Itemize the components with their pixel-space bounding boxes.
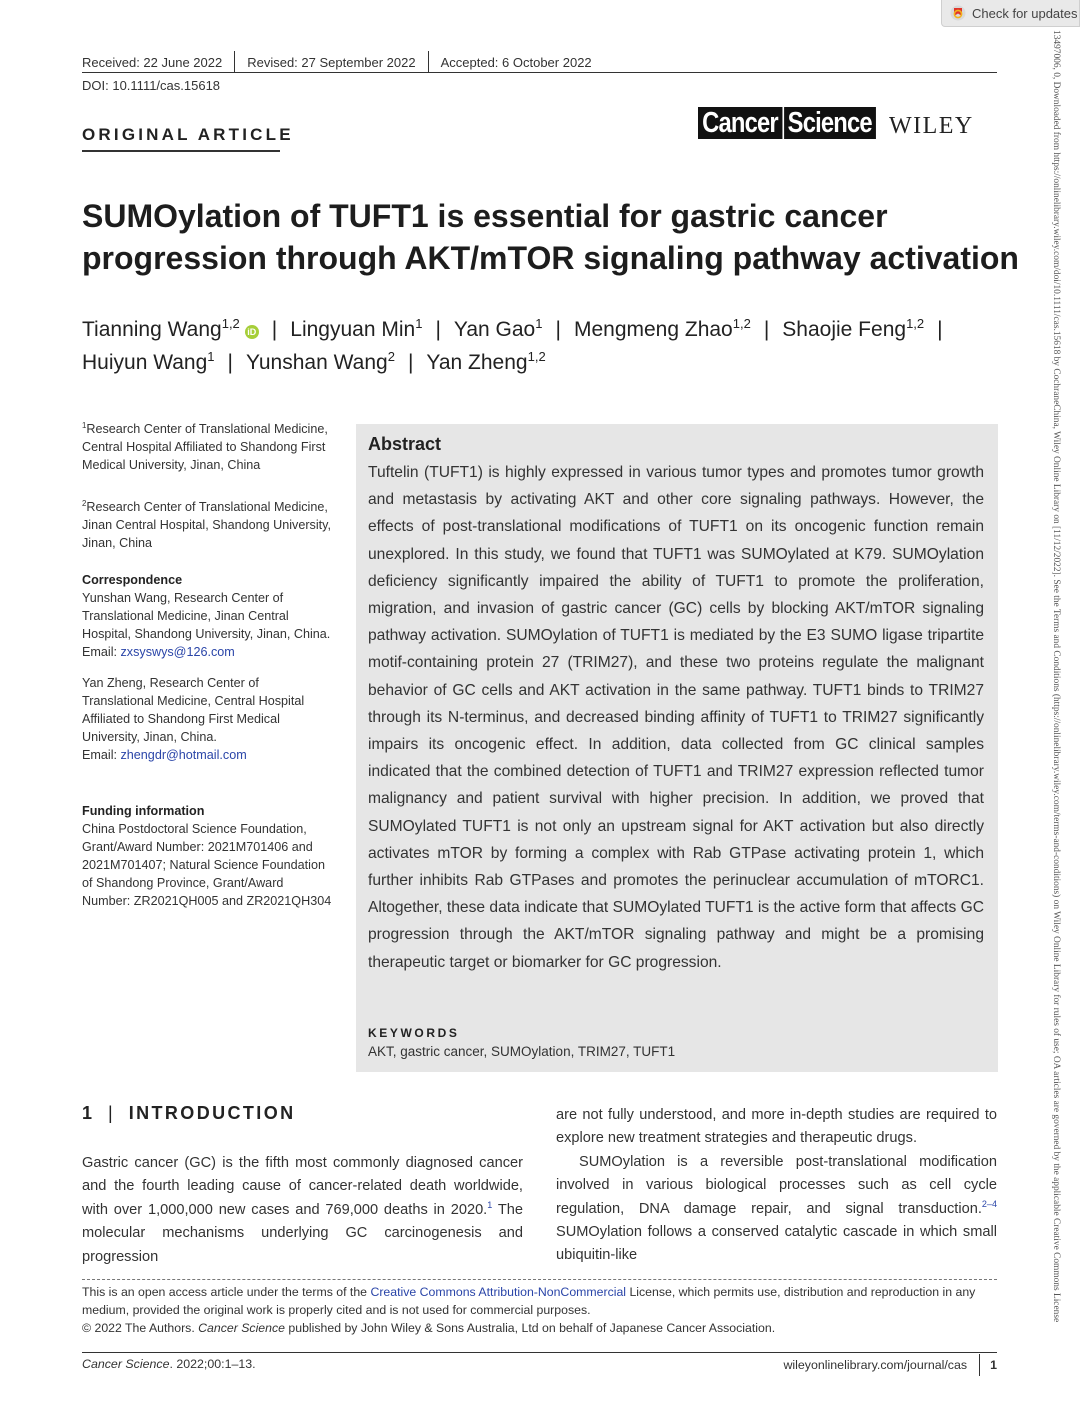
abstract-text: Tuftelin (TUFT1) is highly expressed in various tumor types and promotes tumor growth and metastasis by activating AKT and other core signaling pathways. However, the effects of post-translational modifications of TUFT1 on its oncogenic function remain unexplored. In this study, we found that TUFT1 was SUMOylated at K79. SUMOylation deficiency significantly impaired the ability of TUFT1 to promote the proliferation, migration, and invasion of gastric cancer (GC) cells by blocking AKT/mTOR signaling pathway activation. SUMOylation of TUFT1 is mediated by the E3 SUMO ligase tripartite motif-containing protein 27 (TRIM27), and these two proteins regulate the malignant behavior of GC cells and AKT activation in the same pathway. TUFT1 binds to TRIM27 through its N-terminus, and decreased binding affinity of TUFT1 to TRIM27 significantly impairs its oncogenic effect. In addition, data collected from GC clinical samples indicated that the combined detection of TUFT1 and TRIM27 expression reflected tumor malignancy and patient survival with higher precision. In addition, we proved that SUMOylated TUFT1 is not only an upstream signal for AKT activation but also directly activates mTOR by forming a complex with Rab GTPase activating protein 1, which further inhibits Rab GTPases and promotes the perinuclear accumulation of mTORC1. Altogether, these data indicate that SUMOylated TUFT1 is the active form that affects GC progression through the AKT/mTOR signaling pathway and might be a promising therapeutic target or biomarker for GC progression.	[368, 464, 984, 971]
affiliation-2: $^2$Research Center of Translational Medicine, Jinan Central Hospital, Shandong University, Jinan, China	[82, 498, 331, 550]
correspondence-2: Yan Zheng, Research Center of Translational Medicine, Central Hospital Affiliated to Shandong First Medical University, Jinan, China.	[82, 676, 305, 744]
page-number: 1	[990, 1358, 997, 1372]
wiley-logo: WILEY	[888, 113, 974, 139]
funding-heading: Funding information	[82, 804, 205, 818]
article-type: ORIGINAL ARTICLE	[82, 125, 294, 144]
paragraph: SUMOylation is a reversible post-translational modification involved in various biological processes such as cell cycle regulation, DNA damage repair, and signal transduction.$^{2-4}$ SUMOylation follows a conserved catalytic cascade in which small ubiquitin-like	[556, 1153, 997, 1264]
date-separator	[428, 51, 429, 73]
title-line-1: SUMOylation of TUFT1 is essential for gastric cancer	[82, 198, 888, 234]
keywords-heading: KEYWORDS	[368, 1026, 460, 1040]
footer-separator	[979, 1354, 980, 1376]
introduction-column-1	[82, 1152, 523, 1269]
open-access-notice: This is an open access article under the terms of the Creative Commons Attribution-NonCommercial License, which permits use, distribution and reproduction in any medium, provided the original work is properly cited and is not used for commercial purposes. © 2022 The Authors. Cancer Science published by John Wiley & Sons Australia, Ltd on behalf of Japanese Cancer Association.	[82, 1285, 976, 1335]
introduction-heading: 1 | INTRODUCTION	[82, 1103, 296, 1123]
date-separator	[234, 51, 235, 73]
reference-link[interactable]: 1	[487, 1199, 493, 1210]
author-name[interactable]: Mengmeng Zhao$^{1,2}$	[573, 316, 751, 341]
article-title	[82, 195, 1022, 279]
email-link[interactable]: zxsyswys@126.com	[120, 645, 235, 659]
received-date: Received: 22 June 2022	[82, 54, 223, 70]
footer-right	[700, 1353, 997, 1377]
download-notice: 13497006, 0, Downloaded from https://onlinelibrary.wiley.com/doi/10.1111/cas.15618 by CochraneChina, Wiley Online Library on [11/12/2022]. See the Terms and Conditions (https://onlinelibrary.wiley.com/terms-and-conditions) on Wiley Online Library for rules of use; OA articles are governed by the applicable Creative Commons License	[1051, 30, 1061, 1323]
check-for-updates-button[interactable]	[941, 0, 1080, 27]
abstract-heading: Abstract	[368, 434, 442, 454]
article-type-underline	[82, 150, 280, 152]
journal-logos	[698, 105, 974, 140]
author-name[interactable]: Yan Gao$^1$	[453, 316, 543, 341]
introduction-column-2	[556, 1104, 997, 1268]
doi[interactable]: DOI: 10.1111/cas.15618	[82, 78, 221, 93]
journal-url[interactable]: wileyonlinelibrary.com/journal/cas	[783, 1358, 968, 1372]
reference-link[interactable]: 2–4	[981, 1198, 997, 1209]
correspondence-heading: Correspondence	[82, 573, 183, 587]
header-rule	[82, 72, 997, 73]
footer-citation: Cancer Science. 2022;00:1–13.	[82, 1357, 256, 1371]
paragraph: are not fully understood, and more in-depth studies are required to explore new treatment strategies and therapeutic drugs.	[556, 1107, 997, 1147]
affiliation-1: $^1$Research Center of Translational Medicine, Central Hospital Affiliated to Shandong First Medical University, Jinan, China	[82, 420, 328, 472]
orcid-icon[interactable]: iD	[245, 325, 259, 339]
paragraph: Gastric cancer (GC) is the fifth most commonly diagnosed cancer and the fourth leading cause of cancer-related death worldwide, with over 1,000,000 new cases and 769,000 deaths in 2020.$^1$ The molecular mechanisms underlying GC carcinogenesis and progression	[82, 1155, 523, 1265]
author-name[interactable]: Tianning Wang$^{1,2}$iD	[82, 318, 259, 341]
license-link[interactable]: Creative Commons Attribution-NonCommercial	[370, 1285, 627, 1299]
revised-date: Revised: 27 September 2022	[247, 54, 416, 70]
cancer-science-logo: Cancer Science	[698, 107, 876, 139]
author-name[interactable]: Lingyuan Min$^1$	[290, 316, 423, 341]
check-for-updates-label: Check for updates	[972, 5, 1078, 21]
email-link[interactable]: zhengdr@hotmail.com	[120, 748, 247, 762]
author-list: Tianning Wang$^{1,2}$iD | Lingyuan Min$^1$ | Yan Gao$^1$ | Mengmeng Zhao$^{1,2}$ | Shaojie Feng$^{1,2}$ | Huiyun Wang$^1$ | Yunshan Wang$^2$ | Yan Zheng$^{1,2}$	[82, 316, 943, 374]
open-access-rule	[82, 1279, 997, 1280]
keywords-text: AKT, gastric cancer, SUMOylation, TRIM27, TUFT1	[368, 1044, 676, 1059]
crossmark-icon	[950, 5, 966, 21]
title-line-2: progression through AKT/mTOR signaling pathway activation	[82, 240, 1019, 276]
correspondence-section: Correspondence Yunshan Wang, Research Center of Translational Medicine, Jinan Central Hospital, Shandong University, Jinan, China. Email: zxsyswys@126.com Yan Zheng, Research Center of Translational Medicine, Central Hospital Affiliated to Shandong First Medical University, Jinan, China. Email: zhengdr@hotmail.com	[82, 573, 331, 762]
author-name[interactable]: Shaojie Feng$^{1,2}$	[782, 316, 925, 341]
author-name[interactable]: Huiyun Wang$^1$	[82, 349, 215, 374]
funding-text: China Postdoctoral Science Foundation, Grant/Award Number: 2021M701406 and 2021M701407; Natural Science Foundation of Shandong Province, Grant/Award Number: ZR2021QH005 and ZR2021QH304	[82, 822, 332, 908]
correspondence-1: Yunshan Wang, Research Center of Translational Medicine, Jinan Central Hospital, Shandong University, Jinan, China.	[82, 591, 331, 641]
accepted-date: Accepted: 6 October 2022	[440, 54, 592, 70]
article-dates	[82, 50, 997, 74]
author-name[interactable]: Yunshan Wang$^2$	[246, 349, 395, 374]
author-name[interactable]: Yan Zheng$^{1,2}$	[426, 349, 546, 374]
funding-section	[82, 802, 332, 910]
